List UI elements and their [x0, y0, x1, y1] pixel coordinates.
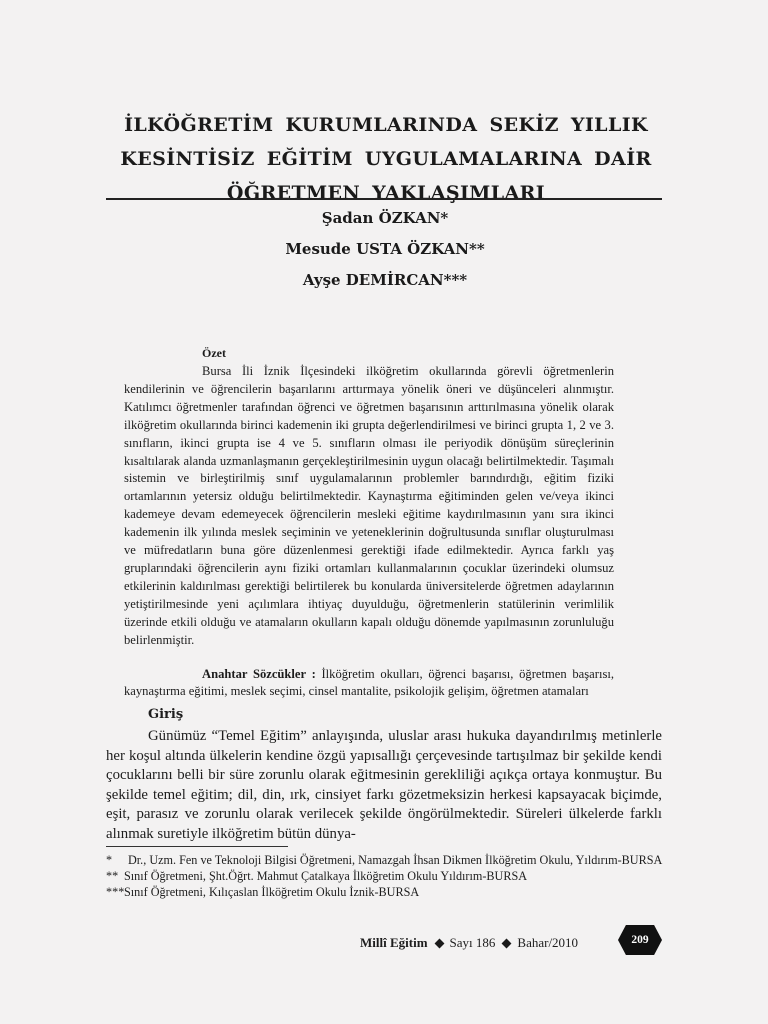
- issue-season: Bahar/2010: [517, 935, 579, 950]
- footnote-mark: **: [106, 869, 119, 883]
- introduction-body: Günümüz “Temel Eğitim” anlayışında, uluslar arası hukuka dayandırılmış metinlerle her koşul altında ülkelerin kendine özgü yapısallığı çerçevesinde tartışılmaz bir şekilde kendi çocuklarını belli bir süre zorunlu olarak eğitmesinin gerekliliği açıkça ortaya konmuştur. Bu şekilde temel eğitim; dil, din, ırk, cinsiyet farkı gözetmeksizin herkesi kapsayacak biçimde, eşit, parasız ve zorunlu olarak verilecek şekilde öngörülmektedir. Süreleri ülkelerde farklı alınmak suretiyle ilköğretim bütün dünya-: [106, 728, 662, 842]
- introduction-heading: Giriş: [148, 707, 184, 722]
- title-divider: [106, 198, 662, 200]
- footnote-2: [106, 868, 666, 884]
- footnote-text: Sınıf Öğretmeni, Kılıçaslan İlköğretim Okulu İznik-BURSA: [124, 885, 420, 899]
- abstract-section: [124, 344, 614, 701]
- footnote-text: Dr., Uzm. Fen ve Teknoloji Bilgisi Öğretmeni, Namazgah İhsan Dikmen İlköğretim Okulu, Yıldırım-BURSA: [128, 853, 663, 867]
- abstract-body: Bursa İli İznik İlçesindeki ilköğretim okullarında görevli öğretmenlerin kendilerinin ve öğrencilerin başarılarını arttırmaya yönelik öneri ve düşünceleri alınmıştır. Katılımcı öğretmenler tarafından öğrenci ve öğretmen başarısının arttırılmasına yönelik olarak ilköğretim okullarında birinci kademenin iki grupta değerlendirilmesi ve birinci grupta 1, 2 ve 3. sınıfların, ikinci grupta ise 4 ve 5. sınıfların olması ile periyodik dönüşüm süreçlerinin kısaltılarak alanda uzmanlaşmanın gerçekleştirilmesinin uygun olacağı belirtilmektedir. Taşımalı sistemin ve birleştirilmiş sınıf uygulamalarının problemler barındırdığı, eğitim fiziki ortamlarının yetersiz olduğu belirtilmektedir. Kaynaştırma eğitiminden gelen ve/veya ikinci kademeye devam edemeyecek öğrencilerin mesleki eğitime kaydırılmasının yanı sıra ikinci kademenin ilk yılında meslek seçiminin ve yeteneklerinin doğrultusunda sınıflar oluşturulması ve müfredatların buna göre düzenlenmesi gerektiği ifade edilmektedir. Ayrıca farklı yaş gruplarındaki öğrencilerin aynı fiziki ortamları kullanmalarının çocuklar üzerindeki olumsuz etkilerinin kaldırılması gerektiği belirtilerek bu konularda üniversitelerde öğretmen adaylarının yetiştirilmesinde yeni açılımlara ihtiyaç duyulduğu, öğretmenlerin statülerinin verimlilik üzerinde etkili olduğu ve atamaların okulların kapalı olduğu dönemde yapılmasının zorunluluğu belirlenmiştir.: [124, 364, 614, 647]
- keywords-label: Anahtar Sözcükler :: [202, 666, 316, 681]
- page-number-badge: [618, 925, 662, 955]
- footnote-1: [106, 852, 666, 868]
- diamond-icon: [434, 938, 444, 948]
- keywords-text: İlköğretim okulları, öğrenci başarısı, öğretmen başarısı, kaynaştırma eğitimi, meslek seçimi, cinsel mantalite, psikolojik gelişim, öğretmen atamaları: [124, 666, 614, 699]
- footnote-3: [106, 884, 666, 900]
- author-list: [150, 203, 620, 296]
- abstract-heading: Özet: [202, 346, 226, 360]
- author-2: Mesude USTA ÖZKAN**: [285, 240, 485, 258]
- title-line-3: ÖĞRETMEN YAKLAŞIMLARI: [226, 182, 546, 204]
- footnotes: [106, 852, 666, 900]
- keywords: [124, 666, 614, 702]
- footnote-text: Sınıf Öğretmeni, Şht.Öğrt. Mahmut Çatalkaya İlköğretim Okulu Yıldırım-BURSA: [124, 869, 528, 883]
- footnote-mark: *: [106, 853, 113, 867]
- page-number: 209: [631, 934, 649, 946]
- article-title: [110, 108, 662, 210]
- title-line-2: KESİNTİSİZ EĞİTİM UYGULAMALARINA DAİR: [120, 148, 652, 170]
- author-1: Şadan ÖZKAN*: [321, 209, 449, 227]
- footnote-divider: [106, 846, 288, 847]
- diamond-icon: [502, 938, 512, 948]
- title-line-1: İLKÖĞRETİM KURUMLARINDA SEKİZ YILLIK: [124, 114, 648, 136]
- footnote-mark: ***: [106, 885, 125, 899]
- issue-number: Sayı 186: [449, 935, 496, 950]
- journal-name: Millî Eğitim: [360, 935, 428, 950]
- author-3: Ayşe DEMİRCAN***: [302, 271, 468, 289]
